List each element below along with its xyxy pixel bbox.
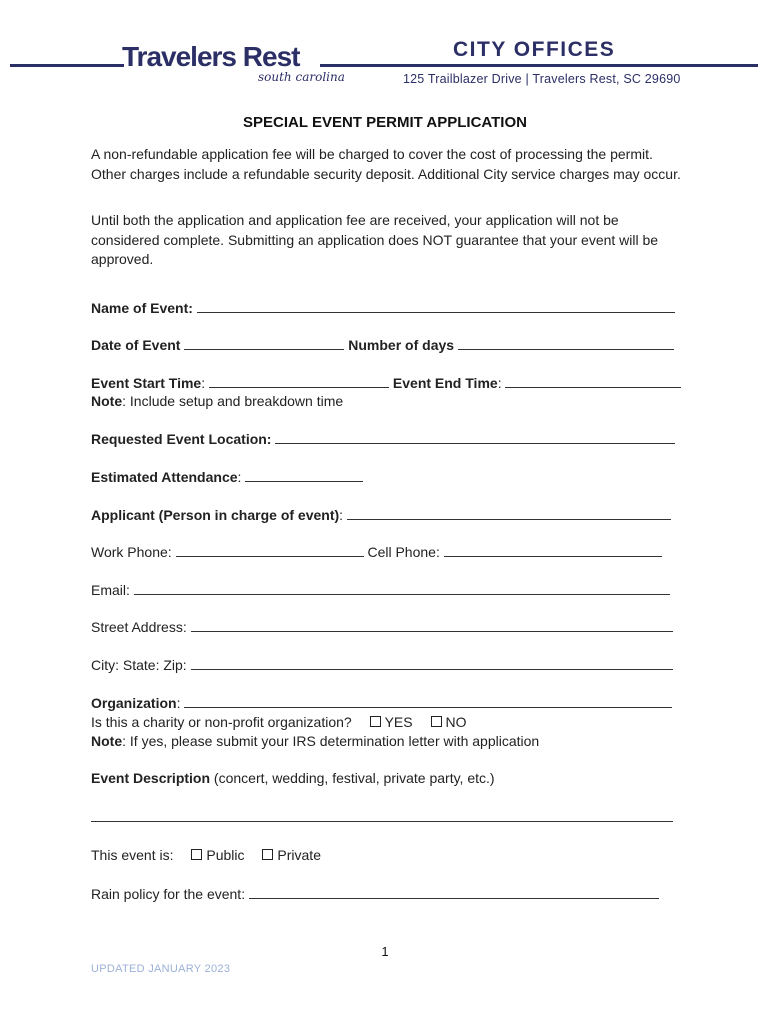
charity-yes-option[interactable] (370, 713, 413, 732)
cell-phone-label: Cell Phone: (367, 544, 440, 560)
city-state-zip-row (91, 655, 673, 675)
intro-paragraph-completion: Until both the application and application fee are received, your application will not be considered complete. Submitting an application does NOT guarantee that your event will be approved. (91, 212, 659, 267)
description-label: Event Description (91, 770, 211, 786)
event-type-row (91, 846, 321, 865)
public-option[interactable] (191, 846, 244, 865)
private-label: Private (277, 847, 321, 863)
attendance-colon: : (237, 469, 242, 485)
location-label: Requested Event Location: (91, 431, 272, 447)
header-rule-right (320, 64, 758, 67)
applicant-row (91, 505, 671, 525)
header-rule-left (10, 64, 124, 67)
office-address: 125 Trailblazer Drive | Travelers Rest, SC 29690 (403, 72, 681, 86)
phone-row (91, 542, 662, 562)
event-name-label: Name of Event: (91, 300, 193, 316)
organization-field[interactable] (184, 693, 672, 708)
checkbox-icon[interactable] (431, 716, 442, 727)
location-row (91, 429, 675, 449)
end-time-field[interactable] (505, 373, 681, 388)
num-days-field[interactable] (458, 335, 674, 350)
description-hint: (concert, wedding, festival, private party, etc.) (210, 770, 495, 786)
description-field[interactable] (91, 821, 673, 822)
private-option[interactable] (262, 846, 321, 865)
num-days-label: Number of days (348, 337, 455, 353)
work-phone-label: Work Phone: (91, 544, 172, 560)
attendance-row (91, 467, 363, 487)
applicant-colon: : (339, 507, 344, 523)
setup-note (91, 392, 343, 411)
logo-script: south carolina (258, 70, 345, 84)
event-date-row (91, 335, 674, 355)
irs-note-text: : If yes, please submit your IRS determination letter with application (122, 733, 540, 749)
work-phone-field[interactable] (176, 542, 364, 557)
street-row (91, 617, 673, 637)
footer-updated: UPDATED JANUARY 2023 (91, 963, 231, 975)
irs-note (91, 732, 539, 751)
end-time-colon: : (497, 375, 502, 391)
page-title: SPECIAL EVENT PERMIT APPLICATION (243, 114, 527, 131)
location-field[interactable] (275, 429, 675, 444)
checkbox-icon[interactable] (191, 849, 202, 860)
street-label: Street Address: (91, 619, 187, 635)
rain-policy-field[interactable] (249, 884, 659, 899)
office-title: CITY OFFICES (453, 38, 616, 61)
attendance-field[interactable] (245, 467, 363, 482)
checkbox-icon[interactable] (262, 849, 273, 860)
page-number: 1 (381, 944, 389, 959)
organization-row (91, 693, 672, 713)
city-state-zip-label: City: State: Zip: (91, 657, 187, 673)
description-row (91, 769, 495, 788)
email-label: Email: (91, 582, 130, 598)
start-time-colon: : (201, 375, 206, 391)
start-time-field[interactable] (209, 373, 389, 388)
email-field[interactable] (134, 580, 670, 595)
applicant-label: Applicant (Person in charge of event) (91, 507, 340, 523)
charity-question: Is this a charity or non-profit organization? (91, 714, 352, 730)
attendance-label: Estimated Attendance (91, 469, 238, 485)
public-label: Public (206, 847, 245, 863)
logo-wordmark: Travelers Rest (122, 41, 300, 72)
event-date-label: Date of Event (91, 337, 181, 353)
charity-no-option[interactable] (431, 713, 467, 732)
setup-note-text: : Include setup and breakdown time (122, 393, 344, 409)
setup-note-label: Note (91, 393, 123, 409)
email-row (91, 580, 670, 600)
irs-note-label: Note (91, 733, 123, 749)
rain-policy-label: Rain policy for the event: (91, 886, 246, 902)
cell-phone-field[interactable] (444, 542, 662, 557)
intro-paragraph-fee: A non-refundable application fee will be charged to cover the cost of processing the permit. Other charges include a refundable security deposit. Additional City service charges may occur. (91, 146, 681, 182)
event-time-row (91, 373, 681, 393)
event-type-label: This event is: (91, 847, 174, 863)
organization-colon: : (176, 695, 181, 711)
charity-row (91, 713, 467, 732)
charity-no-label: NO (445, 714, 467, 730)
organization-label: Organization (91, 695, 177, 711)
city-state-zip-field[interactable] (191, 655, 673, 670)
street-field[interactable] (191, 617, 673, 632)
end-time-label: Event End Time (392, 375, 498, 391)
event-name-row (91, 298, 675, 318)
start-time-label: Event Start Time (91, 375, 202, 391)
applicant-field[interactable] (347, 505, 671, 520)
rain-policy-row (91, 884, 659, 904)
checkbox-icon[interactable] (370, 716, 381, 727)
event-date-field[interactable] (184, 335, 344, 350)
event-name-field[interactable] (197, 298, 675, 313)
charity-yes-label: YES (384, 714, 413, 730)
